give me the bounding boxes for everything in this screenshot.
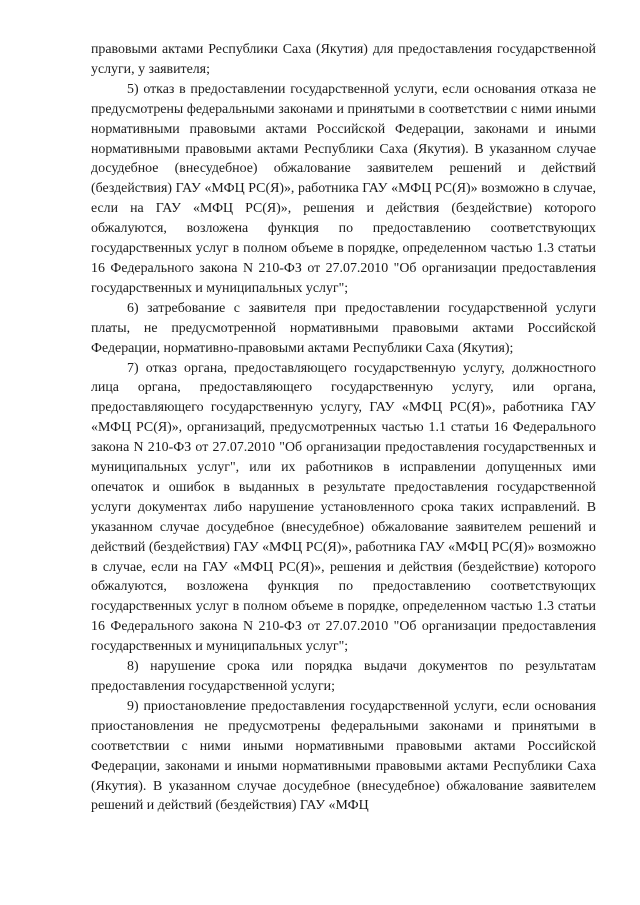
paragraph-continuation: правовыми актами Республики Саха (Якутия) для предоставления государственной услуги, у заявителя; bbox=[91, 42, 596, 77]
document-page bbox=[91, 40, 596, 816]
paragraph-item-6: 6) затребование с заявителя при предоставлении государственной услуги платы, не предусмотренной нормативными правовыми актами Российской Федерации, нормативно-правовыми актами Республики Саха (Якутия); bbox=[91, 300, 596, 356]
paragraph-item-8: 8) нарушение срока или порядка выдачи документов по результатам предоставления государственной услуги; bbox=[91, 659, 596, 694]
paragraph-item-9: 9) приостановление предоставления государственной услуги, если основания приостановления не предусмотрены федеральными законами и принятыми в соответствии с ними иными нормативными правовыми актами Российской Федерации, законами и иными нормативными правовыми актами Республики Саха (Якутия). В указанном случае досудебное (внесудебное) обжалование заявителем решений и действий (бездействия) ГАУ «МФЦ bbox=[91, 698, 596, 814]
paragraph-item-5: 5) отказ в предоставлении государственной услуги, если основания отказа не предусмотрены федеральными законами и принятыми в соответствии с ними иными нормативными правовыми актами Российской Федерации, законами и иными нормативными правовыми актами Республики Саха (Якутия). В указанном случае досудебное (внесудебное) обжалование заявителем решений и действий (бездействия) ГАУ «МФЦ РС(Я)», работника ГАУ «МФЦ РС(Я)» возможно в случае, если на ГАУ «МФЦ РС(Я)», решения и действия (бездействие) которого обжалуются, возложена функция по предоставлению соответствующих государственных услуг в полном объеме в порядке, определенном частью 1.3 статьи 16 Федерального закона N 210-ФЗ от 27.07.2010 "Об организации предоставления государственных и муниципальных услуг"; bbox=[91, 81, 596, 296]
paragraph-item-7: 7) отказ органа, предоставляющего государственную услугу, должностного лица органа, предоставляющего государственную услугу, или органа, предоставляющего государственную услугу, ГАУ «МФЦ РС(Я)», работника ГАУ «МФЦ РС(Я)», организаций, предусмотренных частью 1.1 статьи 16 Федерального закона N 210-ФЗ от 27.07.2010 "Об организации предоставления государственных и муниципальных услуг", или их работников в исправлении допущенных ими опечаток и ошибок в выданных в результате предоставления государственной услуги документах либо нарушение установленного срока таких исправлений. В указанном случае досудебное (внесудебное) обжалование заявителем решений и действий (бездействия) ГАУ «МФЦ РС(Я)», работника ГАУ «МФЦ РС(Я)» возможно в случае, если на ГАУ «МФЦ РС(Я)», решения и действия (бездействие) которого обжалуются, возложена функция по предоставлению соответствующих государственных услуг в полном объеме в порядке, определенном частью 1.3 статьи 16 Федерального закона N 210-ФЗ от 27.07.2010 "Об организации предоставления государственных и муниципальных услуг"; bbox=[91, 360, 596, 655]
